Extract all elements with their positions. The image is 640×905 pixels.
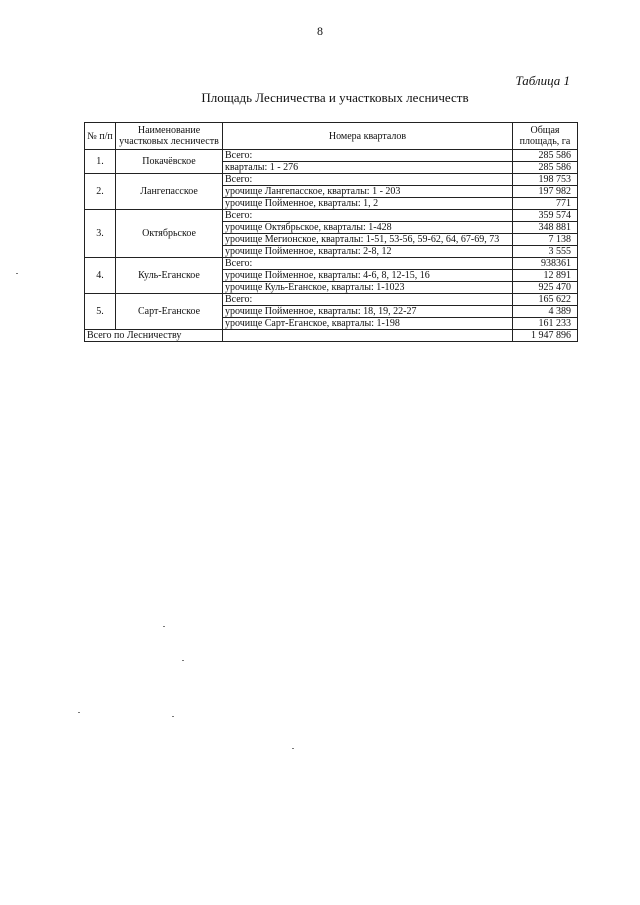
total-empty-cell <box>223 330 513 342</box>
row-name: Октябрьское <box>116 210 223 258</box>
row-area: 7 138 <box>513 234 578 246</box>
row-quarters: урочище Пойменное, кварталы: 1, 2 <box>223 198 513 210</box>
scan-speck <box>78 712 80 713</box>
table-header-row <box>85 123 578 150</box>
row-area: 198 753 <box>513 174 578 186</box>
row-quarters: урочище Октябрьское, кварталы: 1-428 <box>223 222 513 234</box>
row-quarters: урочище Лангепасское, кварталы: 1 - 203 <box>223 186 513 198</box>
row-num: 4. <box>85 258 116 294</box>
row-num: 5. <box>85 294 116 330</box>
scan-speck <box>182 660 184 661</box>
row-area: 12 891 <box>513 270 578 282</box>
row-quarters: Всего: <box>223 174 513 186</box>
row-area: 285 586 <box>513 150 578 162</box>
header-area: Общая площадь, га <box>513 123 578 150</box>
scan-speck <box>16 273 18 274</box>
total-label: Всего по Лесничеству <box>85 330 223 342</box>
forestry-area-table <box>84 122 578 342</box>
row-name: Сарт-Еганское <box>116 294 223 330</box>
scan-speck <box>172 716 174 717</box>
row-area: 165 622 <box>513 294 578 306</box>
header-num: № п/п <box>85 123 116 150</box>
row-name: Куль-Еганское <box>116 258 223 294</box>
row-quarters: урочище Пойменное, кварталы: 2-8, 12 <box>223 246 513 258</box>
row-name: Покачёвское <box>116 150 223 174</box>
scan-speck <box>292 748 294 749</box>
row-num: 3. <box>85 210 116 258</box>
table-total-row <box>85 330 578 342</box>
row-quarters: урочище Пойменное, кварталы: 4-6, 8, 12-15, 16 <box>223 270 513 282</box>
row-area: 285 586 <box>513 162 578 174</box>
table-row <box>85 174 578 186</box>
row-quarters: Всего: <box>223 150 513 162</box>
row-area: 4 389 <box>513 306 578 318</box>
row-area: 161 233 <box>513 318 578 330</box>
table-row <box>85 150 578 162</box>
row-area: 925 470 <box>513 282 578 294</box>
row-area: 197 982 <box>513 186 578 198</box>
row-quarters: урочище Мегионское, кварталы: 1-51, 53-56, 59-62, 64, 67-69, 73 <box>223 234 513 246</box>
row-quarters: урочище Пойменное, кварталы: 18, 19, 22-27 <box>223 306 513 318</box>
table-row <box>85 258 578 270</box>
header-quarters: Номера кварталов <box>223 123 513 150</box>
page-number: 8 <box>317 24 323 38</box>
row-quarters: кварталы: 1 - 276 <box>223 162 513 174</box>
row-quarters: урочище Сарт-Еганское, кварталы: 1-198 <box>223 318 513 330</box>
document-title: Площадь Лесничества и участковых лесничеств <box>201 90 469 105</box>
row-quarters: Всего: <box>223 258 513 270</box>
row-area: 3 555 <box>513 246 578 258</box>
total-value: 1 947 896 <box>513 330 578 342</box>
row-quarters: Всего: <box>223 294 513 306</box>
row-quarters: Всего: <box>223 210 513 222</box>
row-area: 938361 <box>513 258 578 270</box>
table-row <box>85 294 578 306</box>
row-area: 771 <box>513 198 578 210</box>
table-row <box>85 210 578 222</box>
row-quarters: урочище Куль-Еганское, кварталы: 1-1023 <box>223 282 513 294</box>
row-name: Лангепасское <box>116 174 223 210</box>
scan-speck <box>163 626 165 627</box>
table-caption: Таблица 1 <box>515 73 570 88</box>
header-name: Наименование участковых лесничеств <box>116 123 223 150</box>
row-area: 348 881 <box>513 222 578 234</box>
row-area: 359 574 <box>513 210 578 222</box>
row-num: 2. <box>85 174 116 210</box>
row-num: 1. <box>85 150 116 174</box>
